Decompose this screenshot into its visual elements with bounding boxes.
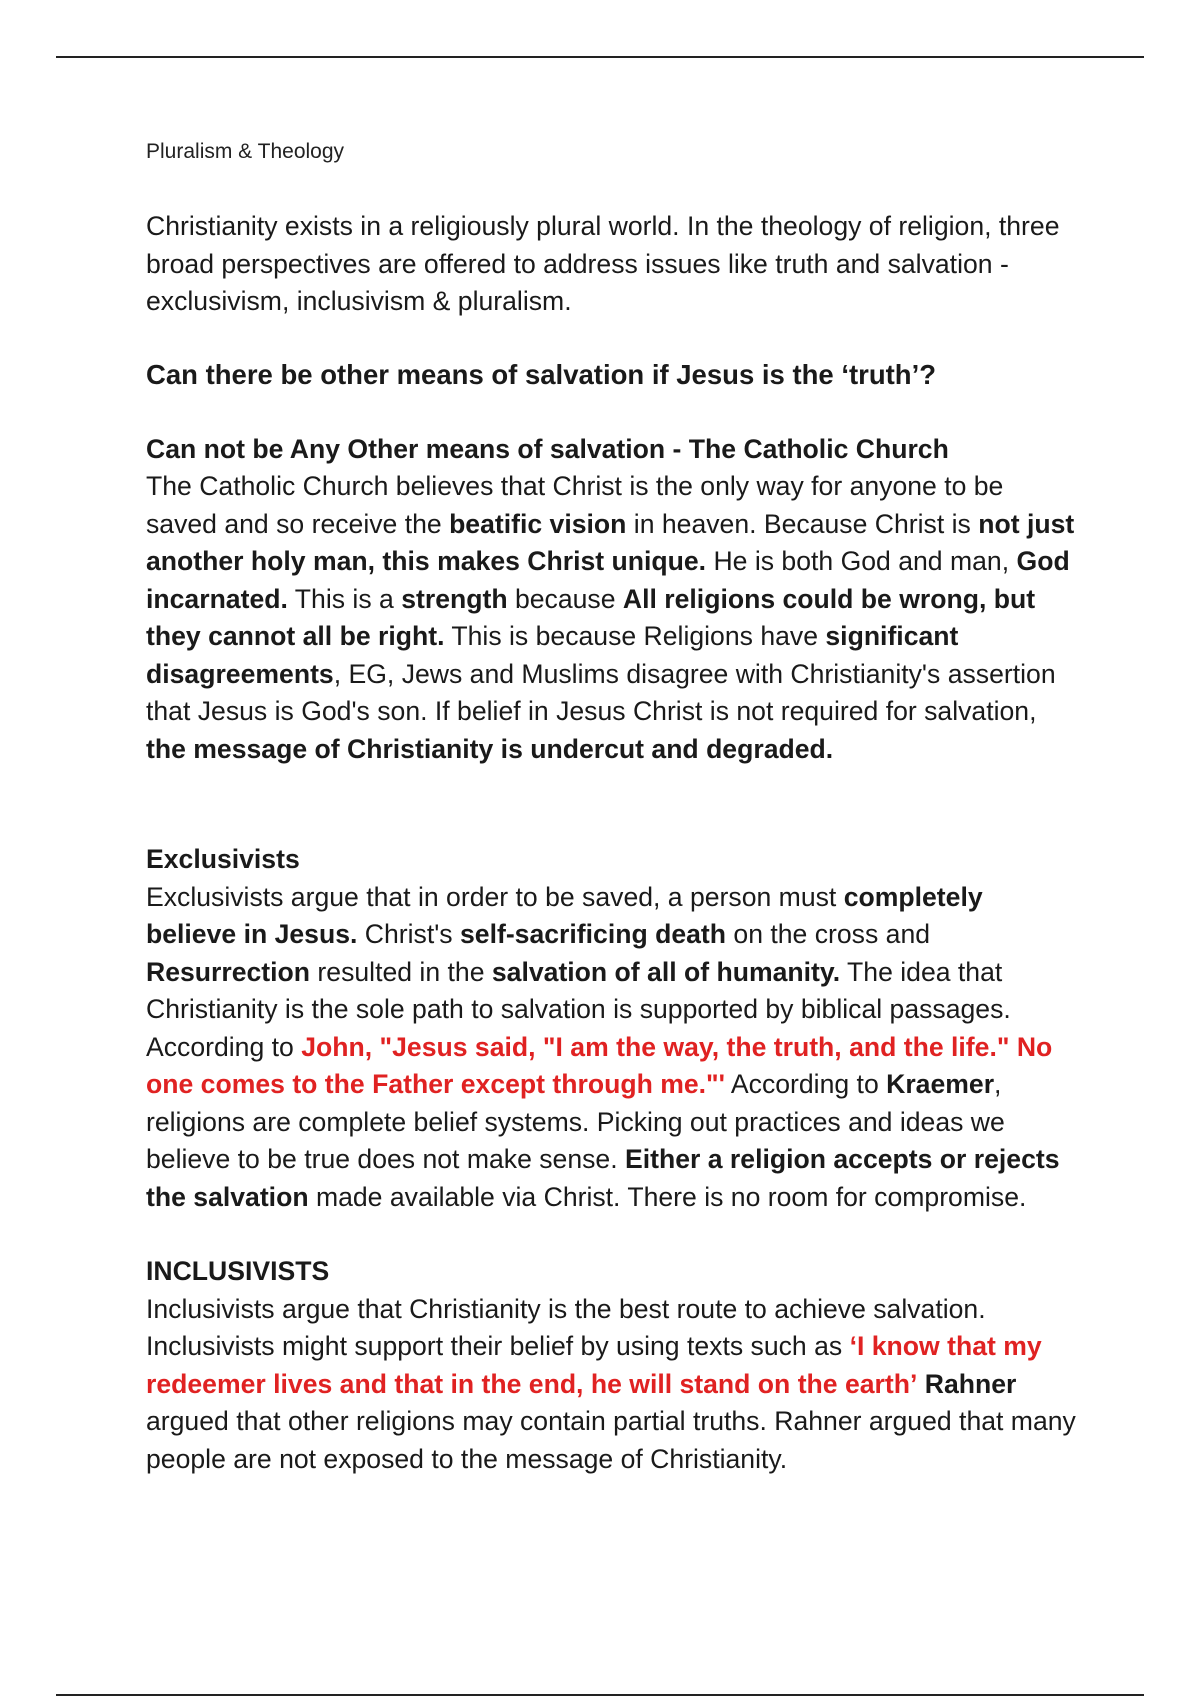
bold-text: not just another holy man, this makes Christ unique. [146, 508, 1075, 576]
exclusivists-paragraph [146, 879, 1076, 1217]
bold-text: Resurrection [146, 956, 311, 987]
exclusivists-section [146, 841, 1076, 1216]
bottom-rule [56, 1694, 1144, 1696]
bold-text: significant disagreements [146, 621, 959, 689]
catholic-paragraph [146, 468, 1076, 768]
body-text: on the cross and [726, 919, 931, 949]
top-rule [56, 56, 1144, 58]
quote-text: John, "Jesus said, "I am the way, the truth, and the life." No one comes to the Father except through me."' [146, 1031, 1053, 1099]
body-text: The idea that Christianity is the sole path to salvation is supported by biblical passages. According to [146, 956, 1011, 1062]
body-text: According to [724, 1069, 887, 1099]
inclusivists-heading: INCLUSIVISTS [146, 1256, 330, 1286]
page-header: Pluralism & Theology [146, 140, 345, 163]
bold-text: self-sacrificing death [460, 919, 727, 949]
document-body [146, 140, 1076, 1478]
catholic-section [146, 431, 1076, 769]
body-text: , religions are complete belief systems. Picking out practices and ideas we believe to be true does not make sense. [146, 1069, 1005, 1174]
exclusivists-heading: Exclusivists [146, 844, 300, 874]
body-text: , EG, Jews and Muslims disagree with Christianity's assertion that Jesus is God's son. If belief in Jesus Christ is not required for salvation, [146, 658, 1056, 726]
body-text: in heaven. Because Christ is [626, 508, 979, 539]
bold-text: God incarnated. [146, 546, 1070, 614]
bold-text: strength [401, 583, 508, 614]
body-text: argued that other religions may contain partial truths. Rahner argued that many people are not exposed to the message of Christianity. [146, 1406, 1076, 1474]
bold-text: completely believe in Jesus. [146, 881, 983, 949]
inclusivists-paragraph [146, 1291, 1076, 1479]
bold-text: the message of Christianity is undercut and degraded. [146, 733, 834, 764]
body-text: This is because Religions have [444, 621, 826, 651]
body-text: Exclusivists argue that in order to be saved, a person must [146, 881, 844, 912]
quote-text: ‘I know that my redeemer lives and that in the end, he will stand on the earth’ [146, 1331, 1042, 1399]
body-text: The Catholic Church believes that Christ is the only way for anyone to be saved and so receive the [146, 471, 1004, 539]
body-text: resulted in the [310, 956, 492, 987]
bold-text: beatific vision [449, 508, 627, 539]
bold-text: All religions could be wrong, but they cannot all be right. [146, 583, 1036, 651]
bold-text: Rahner [924, 1368, 1017, 1399]
catholic-heading: Can not be Any Other means of salvation - The Catholic Church [146, 433, 949, 464]
body-text: This is a [287, 583, 402, 614]
bold-text: Either a religion accepts or rejects the salvation [146, 1144, 1060, 1212]
inclusivists-section [146, 1253, 1076, 1478]
body-text: because [507, 583, 623, 614]
bold-text: salvation of all of humanity. [491, 956, 841, 987]
section-question: Can there be other means of salvation if Jesus is the ‘truth’? [146, 358, 937, 390]
intro-paragraph: Christianity exists in a religiously plural world. In the theology of religion, three broad perspectives are offered to address issues like truth and salvation - exclusivism, inclusivism & pluralism. [146, 211, 1060, 316]
body-text: Christ's [357, 919, 460, 949]
body-text: He is both God and man, [706, 546, 1017, 576]
body-text [917, 1369, 924, 1399]
body-text: made available via Christ. There is no room for compromise. [308, 1181, 1027, 1212]
body-text: Inclusivists argue that Christianity is the best route to achieve salvation. Inclusivists might support their belief by using texts such as [146, 1293, 986, 1361]
bold-text: Kraemer [886, 1069, 995, 1099]
